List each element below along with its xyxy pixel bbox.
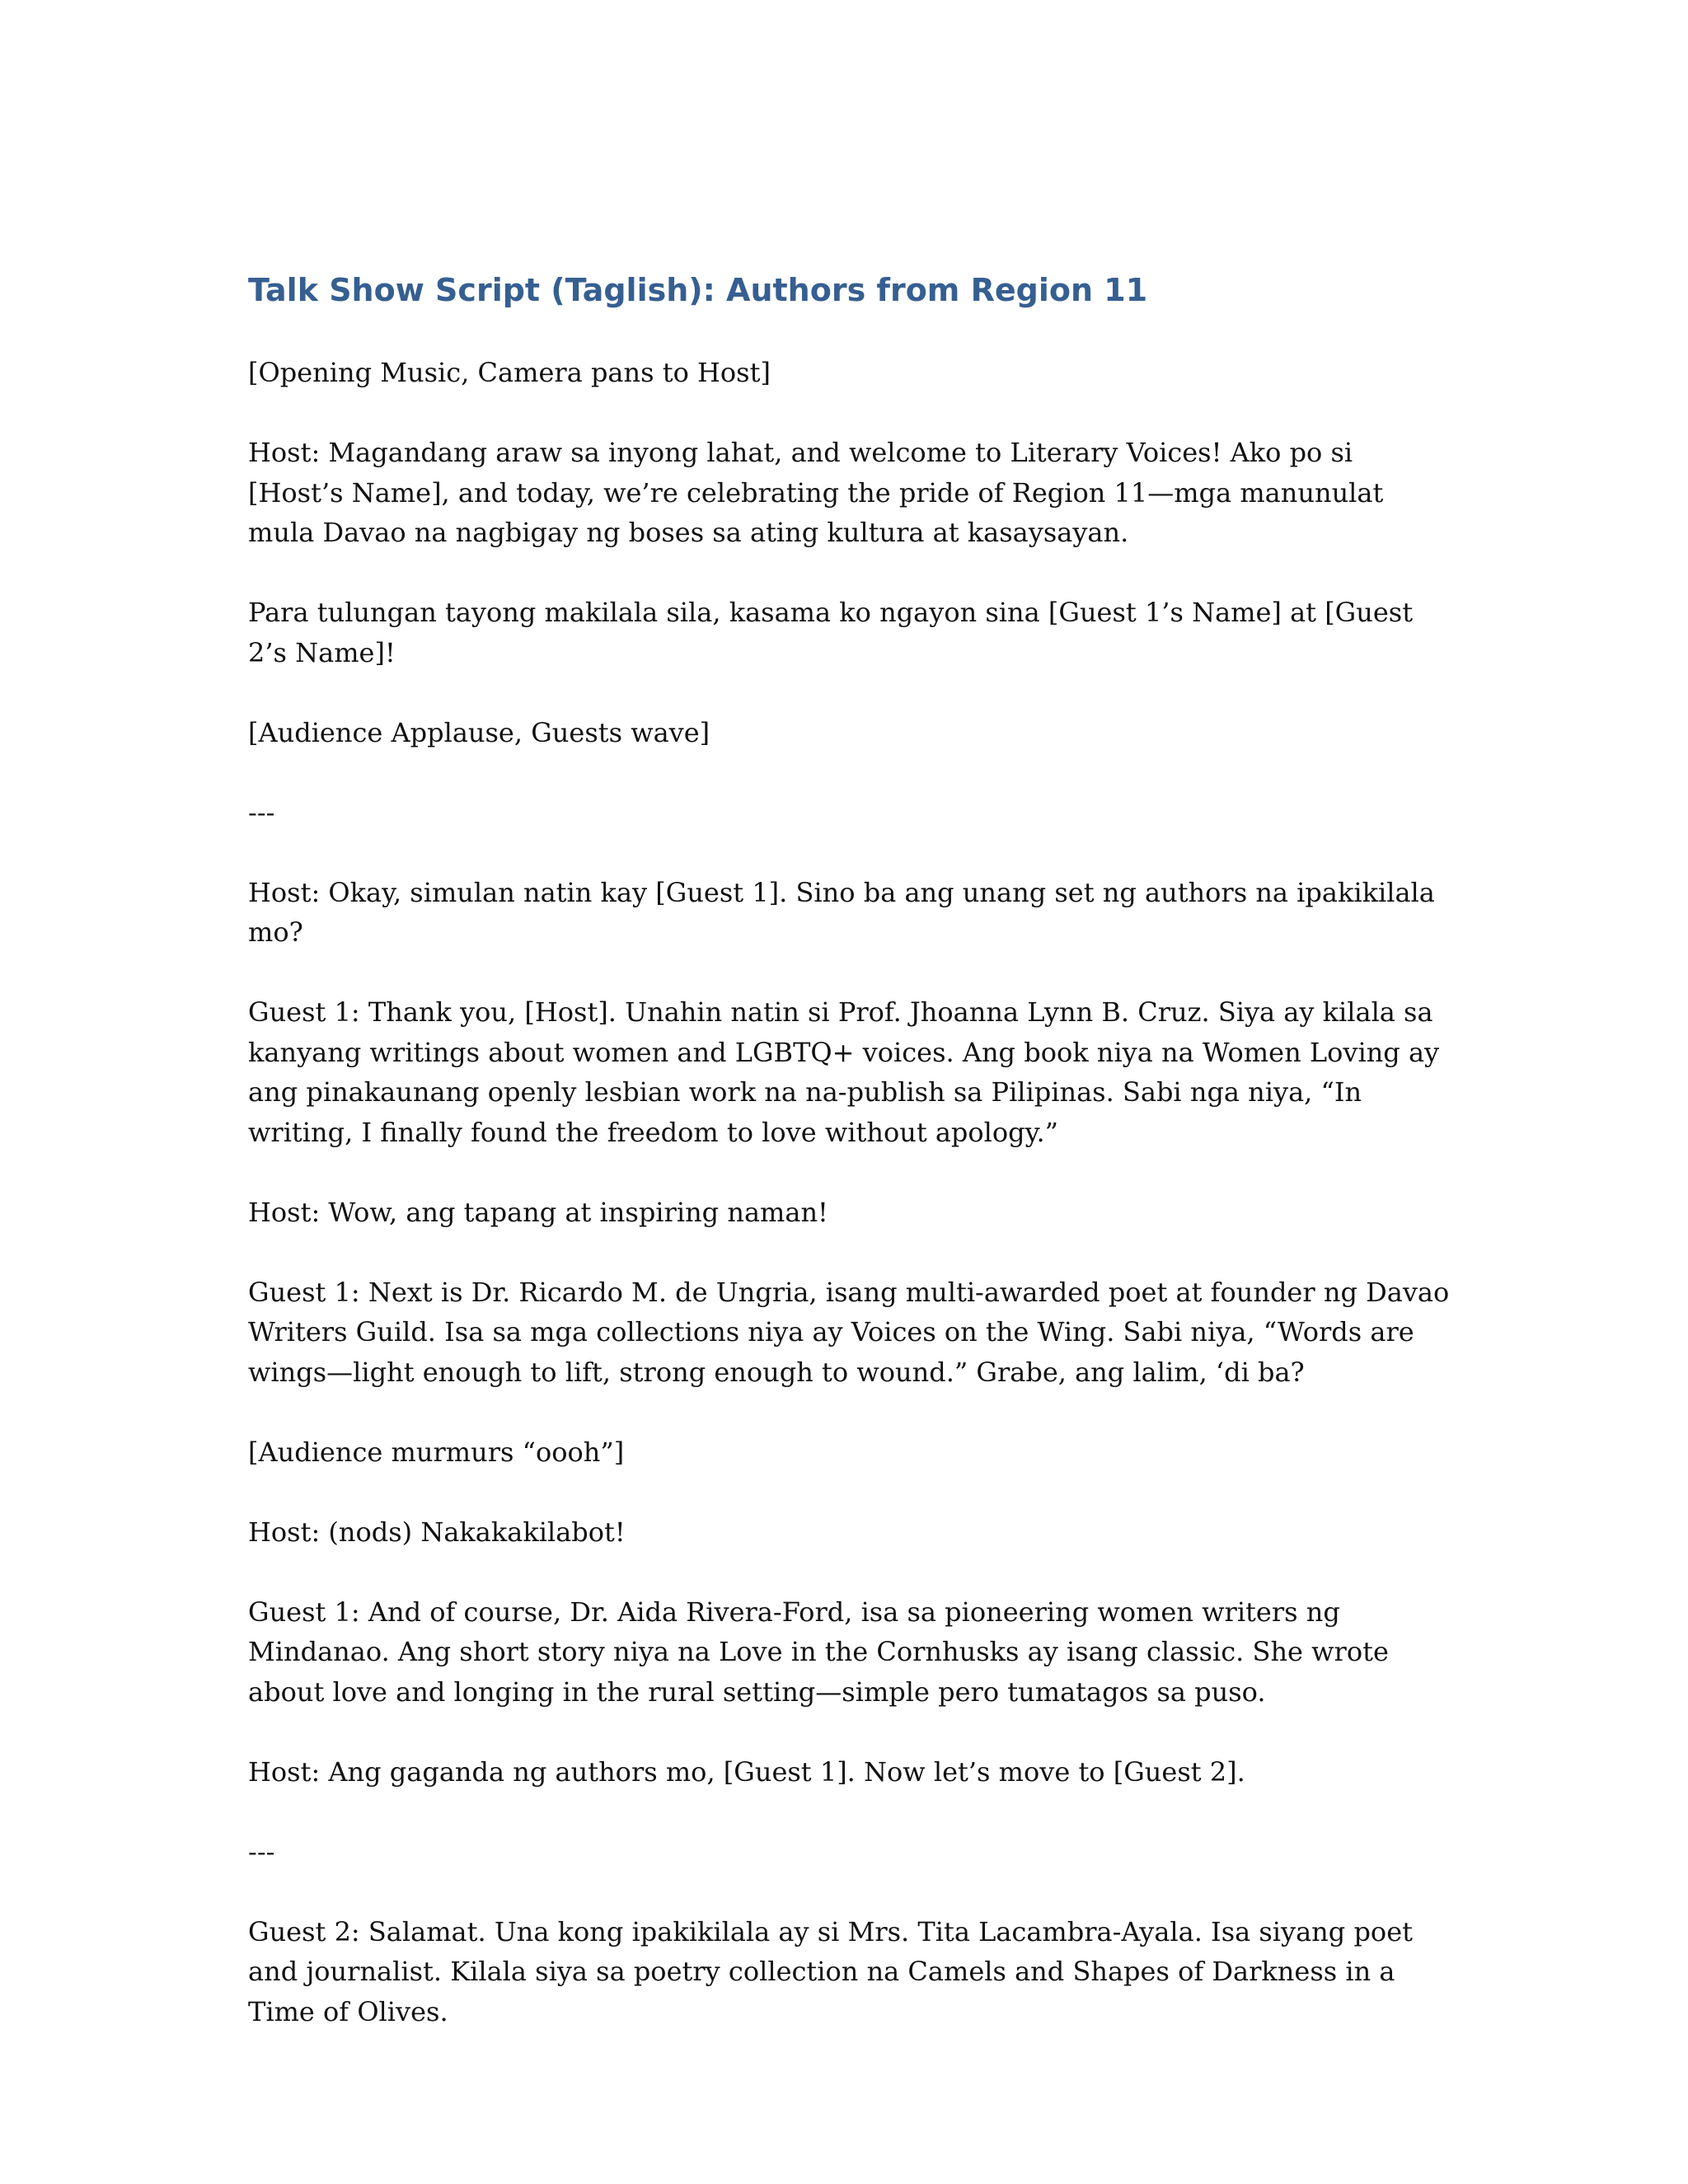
dialogue-paragraph: Guest 1: Thank you, [Host]. Unahin natin si Prof. Jhoanna Lynn B. Cruz. Siya ay kilala sa kanyang writings about women and LGBTQ+ voices. Ang book niya na Women Loving ay ang pinakaunang openly lesbian work na na-publish sa Pilipinas. Sabi nga niya, “In writing, I finally found the freedom to love without apology.” [248,996,1440,1148]
document-title: Talk Show Script (Taglish): Authors from Region 11 [248,272,1148,308]
dialogue-paragraph: Guest 1: And of course, Dr. Aida Rivera-Ford, isa sa pioneering women writers ng Mindanao. Ang short story niya na Love in the Cornhusks ay isang classic. She wrote about love and longing in the rural setting—simple pero tumatagos sa puso. [248,1596,1389,1708]
dialogue-paragraph: Host: Wow, ang tapang at inspiring naman! [248,1196,828,1228]
dialogue-paragraph: Host: (nods) Nakakakilabot! [248,1516,626,1548]
dialogue-paragraph: Host: Okay, simulan natin kay [Guest 1]. Sino ba ang unang set ng authors na ipakikilala mo? [248,876,1435,948]
document-body [248,353,1451,2072]
dialogue-paragraph: Guest 1: Next is Dr. Ricardo M. de Ungria, isang multi-awarded poet at founder ng Davao Writers Guild. Isa sa mga collections niya ay Voices on the Wing. Sabi niya, “Words are wings—light enough to lift, strong enough to wound.” Grabe, ang lalim, ‘di ba? [248,1276,1450,1388]
dialogue-paragraph: Host: Ang gaganda ng authors mo, [Guest 1]. Now let’s move to [Guest 2]. [248,1755,1245,1788]
stage-direction: [Opening Music, Camera pans to Host] [248,357,771,388]
dialogue-paragraph: Para tulungan tayong makilala sila, kasama ko ngayon sina [Guest 1’s Name] at [Guest 2’s Name]! [248,597,1414,668]
dialogue-paragraph: Host: Magandang araw sa inyong lahat, and welcome to Literary Voices! Ako po si [Host’s Name], and today, we’re celebrating the pride of Region 11—mga manunulat mula Davao na nagbigay ng boses sa ating kultura at kasaysayan. [248,437,1384,548]
dialogue-paragraph: Guest 2: Salamat. Una kong ipakikilala ay si Mrs. Tita Lacambra-Ayala. Isa siyang poet and journalist. Kilala siya sa poetry collection na Camels and Shapes of Darkness in a Time of Olives. [248,1915,1413,2027]
stage-direction: [Audience murmurs “oooh”] [248,1436,625,1468]
section-separator: --- [248,796,275,828]
stage-direction: [Audience Applause, Guests wave] [248,716,710,748]
section-separator: --- [248,1835,275,1868]
